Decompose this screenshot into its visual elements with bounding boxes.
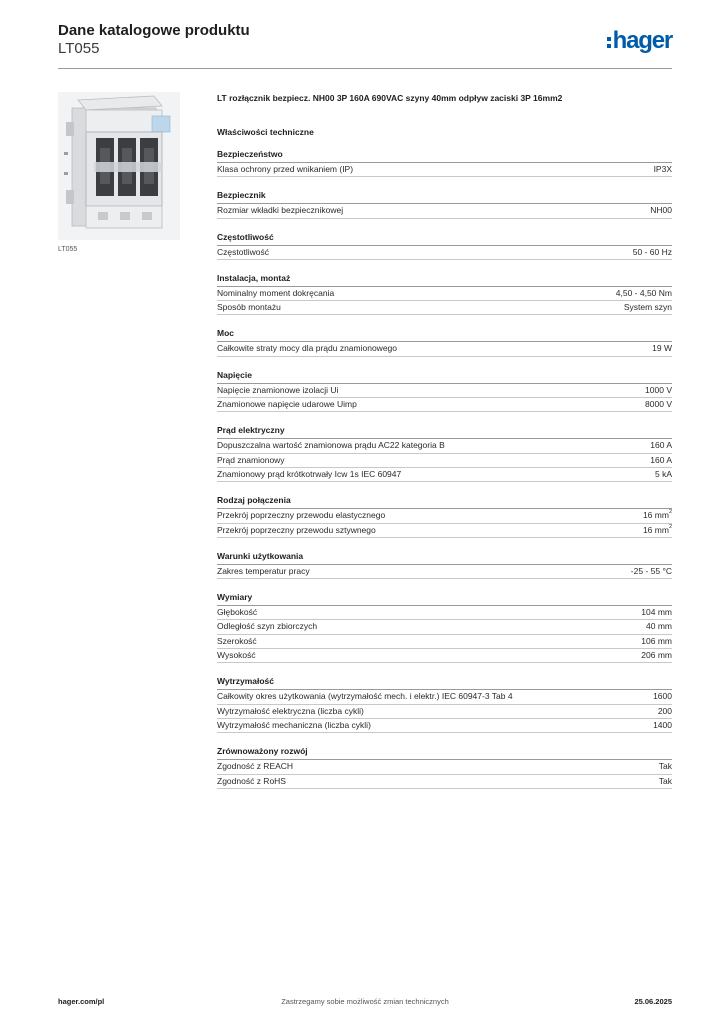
spec-row (217, 775, 672, 789)
specification-groups (217, 148, 672, 789)
product-code: LT055 (58, 40, 100, 57)
spec-label: Wytrzymałość mechaniczna (liczba cykli) (217, 719, 371, 730)
spec-label: Odległość szyn zbiorczych (217, 621, 318, 632)
spec-value (654, 163, 672, 176)
spec-label: Napięcie znamionowe izolacji Ui (217, 384, 339, 395)
logo-colon-icon (607, 34, 612, 49)
spec-row (217, 439, 672, 453)
spec-group-title: Wymiary (217, 591, 672, 606)
spec-value-text: 50 - 60 Hz (632, 246, 672, 257)
spec-value-text: Tak (658, 775, 672, 786)
spec-value (655, 468, 672, 481)
spec-label: Zgodność z RoHS (217, 775, 286, 786)
spec-value-text: 160 A (650, 440, 672, 451)
spec-value (631, 565, 672, 578)
spec-row (217, 760, 672, 774)
spec-row (217, 468, 672, 482)
specifications-panel (217, 92, 672, 789)
spec-group-title: Napięcie (217, 369, 672, 384)
hager-logo (607, 28, 672, 54)
spec-group-title: Rodzaj połączenia (217, 494, 672, 509)
spec-row (217, 204, 672, 218)
spec-value (650, 204, 672, 217)
spec-group-title: Warunki użytkowania (217, 550, 672, 565)
spec-value (641, 635, 672, 648)
spec-value (653, 690, 672, 703)
spec-value-text: 1400 (653, 719, 672, 730)
spec-row (217, 163, 672, 177)
spec-label: Sposób montażu (217, 302, 281, 313)
spec-row (217, 246, 672, 260)
spec-value (659, 775, 672, 788)
spec-value-text: 206 mm (641, 650, 672, 661)
spec-row (217, 524, 672, 538)
spec-group-title: Bezpieczeństwo (217, 148, 672, 163)
spec-label: Głębokość (217, 607, 258, 618)
spec-label: Zgodność z REACH (217, 761, 294, 772)
spec-value (641, 606, 672, 619)
spec-label: Szerokość (217, 635, 257, 646)
spec-label: Całkowity okres użytkowania (wytrzymałość mech. i elektr.) IEC 60947-3 Tab 4 (217, 691, 513, 702)
spec-row (217, 342, 672, 356)
spec-row (217, 635, 672, 649)
spec-row (217, 620, 672, 634)
spec-row (217, 509, 672, 523)
spec-value (659, 760, 672, 773)
spec-value-text: 106 mm (641, 635, 672, 646)
spec-value-text: IP3X (653, 164, 672, 174)
spec-value-text: 19 W (652, 343, 672, 354)
spec-row (217, 454, 672, 468)
spec-label: Całkowite straty mocy dla prądu znamionowego (217, 343, 398, 354)
logo-text: hager (612, 27, 672, 54)
spec-label: Znamionowy prąd krótkotrwały Icw 1s IEC 60947 (217, 468, 402, 479)
spec-row (217, 690, 672, 704)
spec-label: Prąd znamionowy (217, 454, 285, 465)
spec-value-superscript: 2 (668, 523, 672, 530)
spec-group-title: Instalacja, montaż (217, 272, 672, 287)
footer-disclaimer: Zastrzegamy sobie możliwość zmian technicznych (281, 997, 449, 1006)
spec-label: Nominalny moment dokręcania (217, 287, 335, 298)
spec-value-superscript: 2 (668, 509, 672, 516)
spec-value-text: NH00 (650, 205, 672, 216)
spec-label: Znamionowe napięcie udarowe Uimp (217, 399, 357, 410)
spec-row (217, 649, 672, 663)
spec-group-title: Wytrzymałość (217, 675, 672, 690)
spec-value-text: Tak (658, 761, 672, 772)
spec-value-text: 1000 V (645, 384, 672, 395)
header-divider (58, 68, 672, 69)
spec-value (650, 439, 672, 452)
spec-row (217, 606, 672, 620)
spec-value-text: 16 mm (642, 510, 669, 521)
spec-row (217, 301, 672, 315)
spec-value (643, 509, 672, 522)
spec-row (217, 398, 672, 412)
spec-label: Wytrzymałość elektryczna (liczba cykli) (217, 705, 364, 716)
spec-group-title: Częstotliwość (217, 231, 672, 246)
spec-label: Dopuszczalna wartość znamionowa prądu AC22 kategoria B (217, 440, 445, 451)
spec-row (217, 565, 672, 579)
footer-date: 25.06.2025 (634, 997, 672, 1006)
spec-row (217, 705, 672, 719)
spec-row (217, 384, 672, 398)
page-header (58, 22, 672, 69)
spec-label: Rozmiar wkładki bezpiecznikowej (217, 205, 344, 216)
spec-row (217, 287, 672, 301)
spec-value-text: 40 mm (646, 621, 672, 632)
spec-value (652, 342, 672, 355)
product-image (58, 92, 180, 240)
spec-value (650, 454, 672, 467)
spec-value (616, 287, 672, 300)
footer-website-link[interactable]: hager.com/pl (58, 997, 105, 1006)
spec-label: Wysokość (217, 650, 256, 661)
spec-value-text: 1600 (653, 691, 672, 702)
spec-value-text: System szyn (623, 302, 672, 313)
spec-value-text: 16 mm (642, 524, 669, 535)
spec-group-title: Zrównoważony rozwój (217, 745, 672, 760)
spec-row (217, 719, 672, 733)
fuse-switch-illustration (58, 92, 180, 240)
spec-value (624, 301, 672, 314)
spec-value (646, 620, 672, 633)
spec-value (643, 524, 672, 537)
spec-value-text: 5 kA (654, 468, 672, 479)
spec-value (645, 398, 672, 411)
spec-group-title: Prąd elektryczny (217, 424, 672, 439)
spec-value (645, 384, 672, 397)
spec-group-title: Bezpiecznik (217, 189, 672, 204)
spec-value-text: 200 (657, 705, 672, 716)
spec-label: Zakres temperatur pracy (217, 565, 310, 576)
spec-value-text: -25 - 55 °C (630, 565, 672, 576)
spec-label: Przekrój poprzeczny przewodu elastycznego (217, 510, 386, 521)
spec-label: Przekrój poprzeczny przewodu sztywnego (217, 524, 376, 535)
spec-group-title: Moc (217, 327, 672, 342)
spec-value (633, 246, 672, 259)
document-title: Dane katalogowe produktu (58, 22, 250, 39)
spec-value-text: 160 A (650, 454, 672, 465)
spec-label: Częstotliwość (217, 246, 269, 257)
page-footer (58, 997, 672, 1009)
technical-properties-heading: Właściwości techniczne (217, 127, 314, 137)
product-image-caption: LT055 (58, 246, 78, 253)
spec-value (658, 705, 672, 718)
spec-value-text: 104 mm (641, 607, 672, 618)
product-description: LT rozłącznik bezpiecz. NH00 3P 160A 690VAC szyny 40mm odpływ zaciski 3P 16mm2 (217, 93, 563, 103)
spec-value (641, 649, 672, 662)
spec-value-text: 4,50 - 4,50 Nm (615, 287, 672, 298)
spec-value-text: 8000 V (645, 399, 672, 410)
spec-value (653, 719, 672, 732)
spec-label: Klasa ochrony przed wnikaniem (IP) (217, 164, 354, 174)
